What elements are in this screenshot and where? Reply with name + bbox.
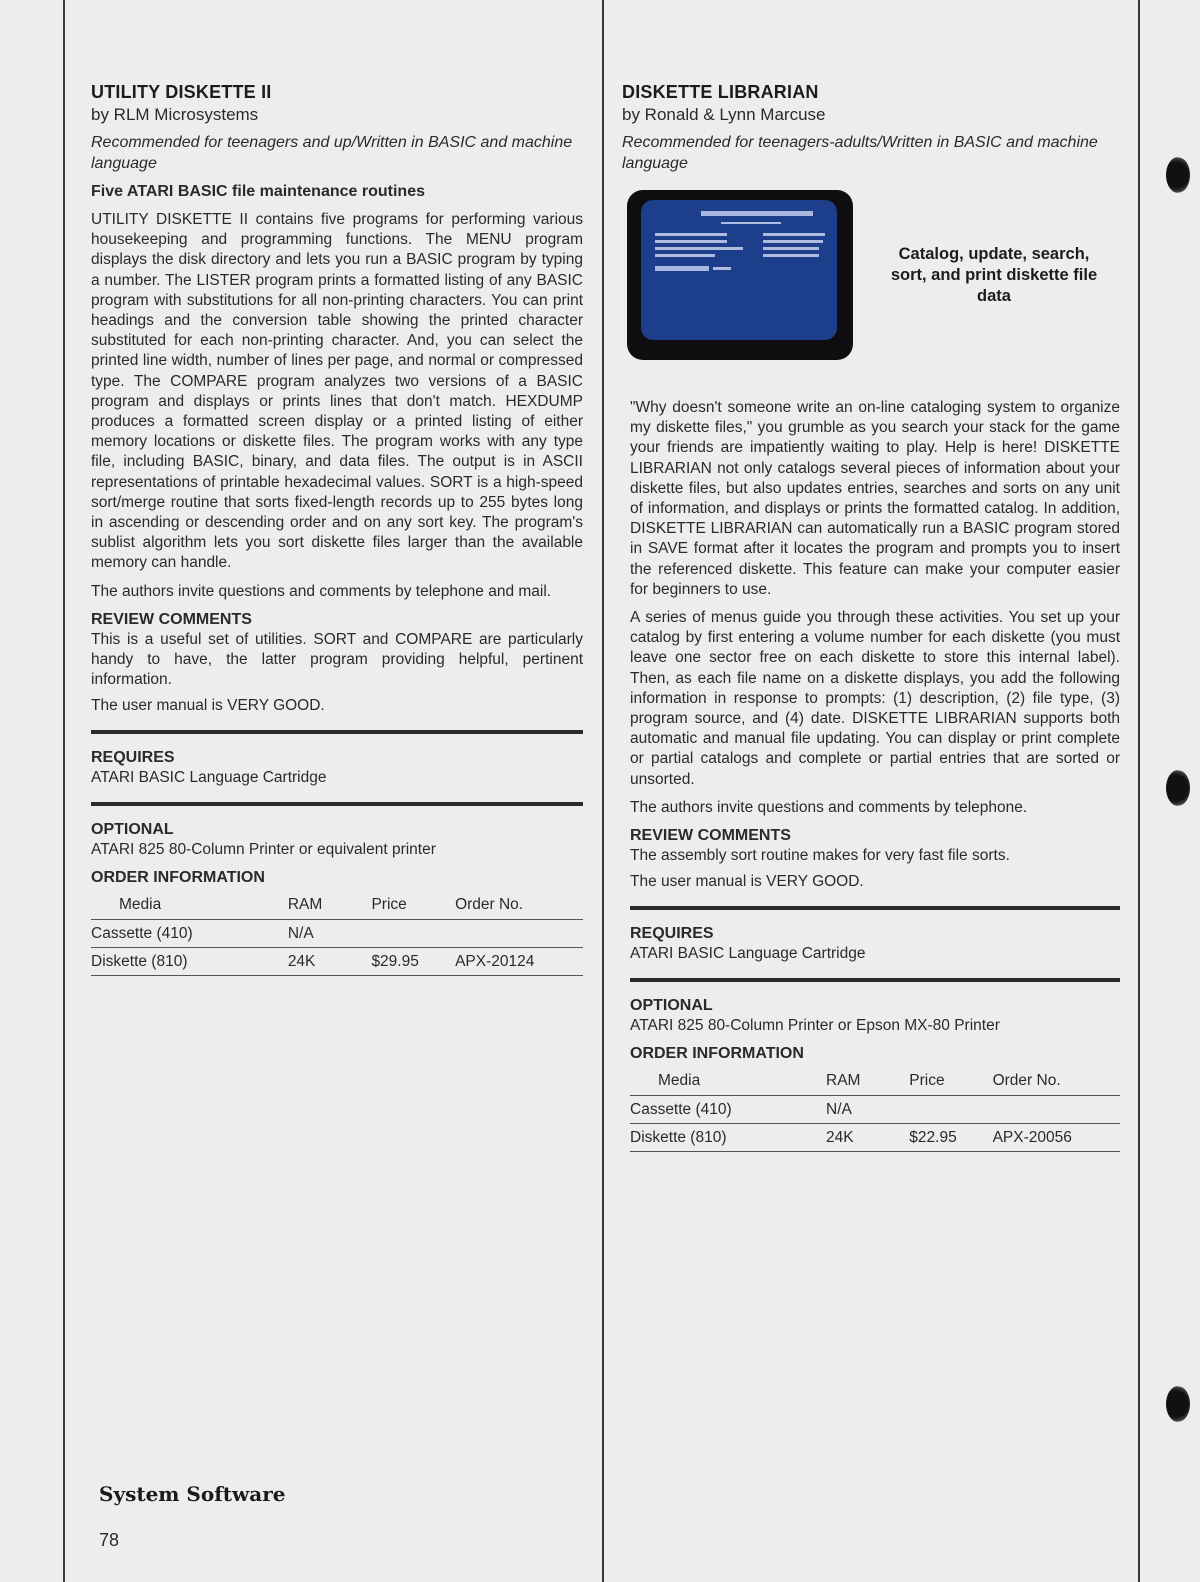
binder-hole	[1166, 1386, 1190, 1422]
manual-rating: The user manual is VERY GOOD.	[630, 873, 864, 891]
section-divider	[91, 730, 583, 734]
table-cell: Cassette (410)	[91, 920, 288, 948]
column-header: Order No.	[455, 894, 583, 920]
column-header: RAM	[826, 1070, 909, 1096]
manual-rating: The user manual is VERY GOOD.	[91, 697, 325, 715]
table-cell: $29.95	[371, 948, 455, 976]
article-byline: by RLM Microsystems	[91, 105, 259, 124]
review-comments-heading: REVIEW COMMENTS	[91, 610, 252, 628]
table-cell: Cassette (410)	[630, 1096, 826, 1124]
table-header-row	[91, 894, 583, 920]
table-cell	[455, 920, 583, 948]
column-header: Order No.	[993, 1070, 1120, 1096]
section-divider	[630, 906, 1120, 910]
authors-note: The authors invite questions and comments by telephone.	[630, 798, 1028, 816]
column-header: Media	[630, 1070, 826, 1096]
right-margin-rule	[1138, 0, 1140, 1582]
table-cell	[993, 1096, 1120, 1124]
optional-heading: OPTIONAL	[630, 997, 713, 1015]
order-table	[91, 894, 583, 976]
table-cell: APX-20056	[993, 1124, 1120, 1152]
table-row	[630, 1096, 1120, 1124]
left-article	[91, 80, 583, 976]
requires-heading: REQUIRES	[630, 925, 714, 943]
section-title: System Software	[99, 1482, 286, 1506]
recommendation: Recommended for teenagers-adults/Written in BASIC and machine language	[622, 134, 1098, 172]
table-cell: N/A	[826, 1096, 909, 1124]
optional-heading: OPTIONAL	[91, 821, 174, 839]
right-article	[630, 398, 1120, 1152]
order-info-heading: ORDER INFORMATION	[630, 1045, 804, 1063]
table-cell: 24K	[826, 1124, 909, 1152]
requires-heading: REQUIRES	[91, 749, 175, 767]
table-header-row	[630, 1070, 1120, 1096]
section-divider	[630, 978, 1120, 982]
requires-text: ATARI BASIC Language Cartridge	[91, 769, 327, 787]
review-comments: The assembly sort routine makes for very fast file sorts.	[630, 847, 1010, 865]
table-cell: $22.95	[909, 1124, 992, 1152]
column-header: Price	[909, 1070, 992, 1096]
left-margin-rule	[63, 0, 65, 1582]
review-comments: This is a useful set of utilities. SORT and COMPARE are particularly handy to have, the latter program providing helpful, pertinent information.	[91, 630, 583, 689]
authors-note: The authors invite questions and comments by telephone and mail.	[91, 582, 552, 600]
screen-display	[641, 200, 837, 340]
table-row	[91, 948, 583, 976]
table-cell	[909, 1096, 992, 1124]
column-header: Media	[91, 894, 288, 920]
binder-hole	[1166, 770, 1190, 806]
table-cell: Diskette (810)	[91, 948, 288, 976]
center-column-rule	[602, 0, 604, 1582]
description-paragraph: A series of menus guide you through these activities. You set up your catalog by first entering a volume number for each diskette (you must leave one sector free on each diskette to store this internal label). Then, as each file name on a diskette displays, you add the following information in response to prompts: (1) description, (2) file type, (3) program source, and (4) date. DISKETTE LIBRARIAN supports both automatic and manual file updating. You can display or print complete or partial catalogs and complete or partial entries that are sorted or unsorted.	[630, 609, 1120, 788]
order-table	[630, 1070, 1120, 1152]
article-byline: by Ronald & Lynn Marcuse	[622, 105, 826, 124]
table-cell	[371, 920, 455, 948]
description-paragraph: UTILITY DISKETTE II contains five programs for performing various housekeeping and programming functions. The MENU program displays the disk directory and lets you run a BASIC program by typing a number. The LISTER program prints a formatted listing of any BASIC program with substitutions for all non-printing characters. You can print headings and the conversion table showing the printed character substituted for each non-printing character. And, you can select the printed line width, number of lines per page, and normal or compressed type. The COMPARE program analyzes two versions of a BASIC program and displays or prints lines that don't match. HEXDUMP produces a formatted screen display or a printed listing of either memory locations or diskette files. The program works with any type file, including BASIC, binary, and data files. The output is in ASCII representations of printable hexadecimal values. SORT is a high-speed sort/merge routine that sorts fixed-length records up to 255 bytes long in ascending or descending order and on any sort key. The program's sublist algorithm lets you sort diskette files larger than the available memory can handle.	[91, 211, 583, 572]
table-row	[91, 920, 583, 948]
article-title: UTILITY DISKETTE II	[91, 82, 272, 102]
optional-text: ATARI 825 80-Column Printer or Epson MX-80 Printer	[630, 1017, 1000, 1035]
section-divider	[91, 802, 583, 806]
table-cell: N/A	[288, 920, 372, 948]
order-info-heading: ORDER INFORMATION	[91, 869, 265, 887]
optional-text: ATARI 825 80-Column Printer or equivalent printer	[91, 841, 436, 859]
table-row	[630, 1124, 1120, 1152]
binder-hole	[1166, 157, 1190, 193]
table-cell: APX-20124	[455, 948, 583, 976]
description-paragraph: "Why doesn't someone write an on-line cataloging system to organize my diskette files," you grumble as you search your stack for the game your friends are impatiently waiting to play. Help is here! DISKETTE LIBRARIAN not only catalogs several pieces of information about your diskette files, but also updates entries, searches and sorts on any unit of information, and displays or prints the formatted catalog. In addition, DISKETTE LIBRARIAN can automatically run a BASIC program stored in SAVE format after it locates the program and prompts you to insert the referenced diskette. This feature can make your computer easier for beginners to use.	[630, 399, 1120, 598]
column-header: RAM	[288, 894, 372, 920]
page-number: 78	[99, 1530, 120, 1550]
article-subhead: Five ATARI BASIC file maintenance routines	[91, 183, 425, 200]
requires-text: ATARI BASIC Language Cartridge	[630, 945, 866, 963]
review-comments-heading: REVIEW COMMENTS	[630, 827, 791, 845]
program-screenshot	[627, 190, 853, 360]
article-title: DISKETTE LIBRARIAN	[622, 82, 819, 102]
table-cell: 24K	[288, 948, 372, 976]
right-article-header	[622, 80, 1122, 182]
table-cell: Diskette (810)	[630, 1124, 826, 1152]
screenshot-caption: Catalog, update, search, sort, and print diskette file data	[890, 245, 1098, 305]
column-header: Price	[371, 894, 455, 920]
recommendation: Recommended for teenagers and up/Written in BASIC and machine language	[91, 134, 573, 172]
